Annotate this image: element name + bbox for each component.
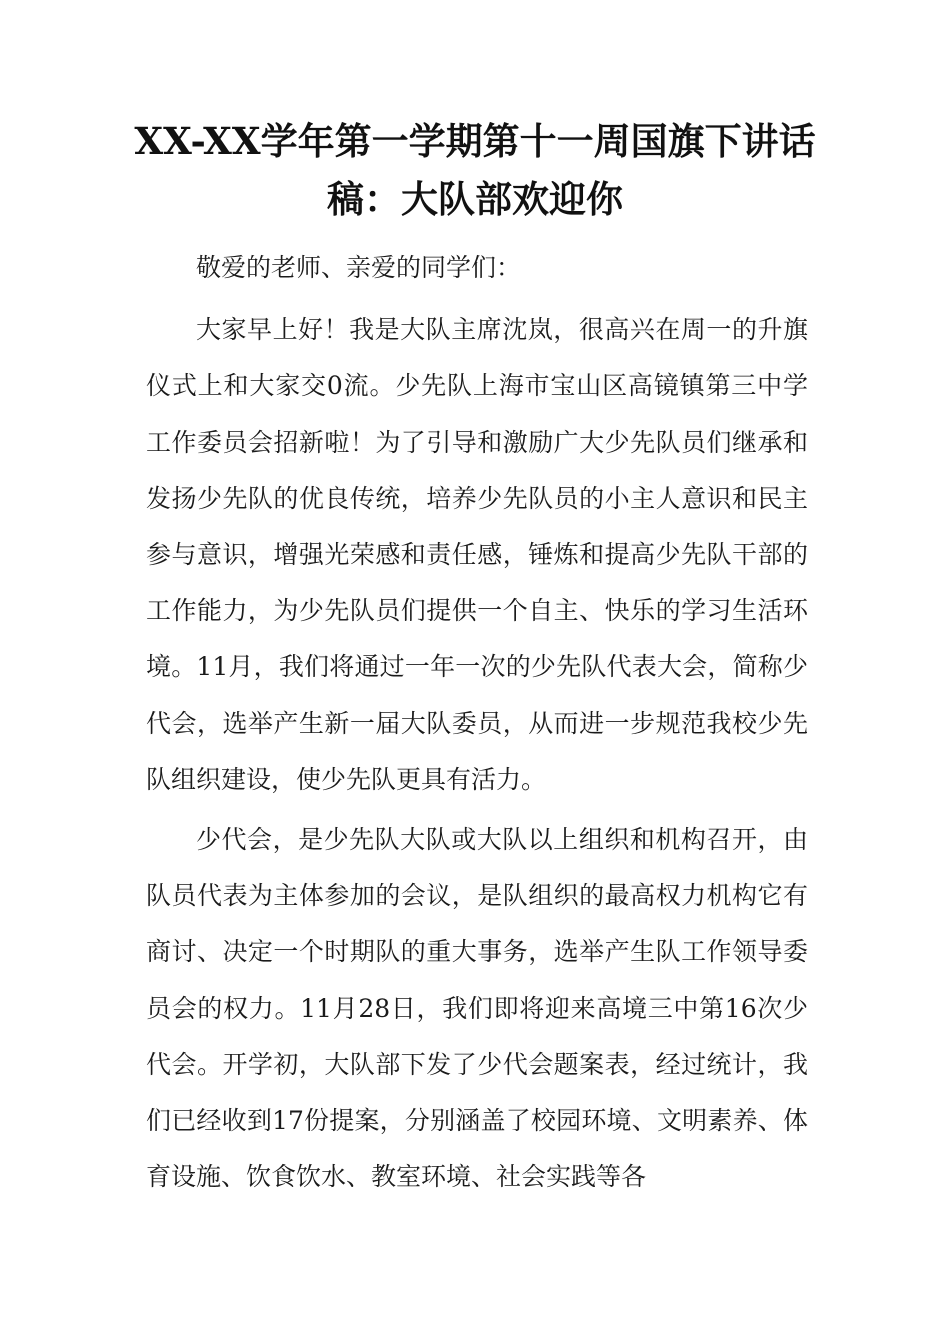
document-body [146, 240, 808, 1209]
paragraph-1: 大家早上好！我是大队主席沈岚，很高兴在周一的升旗仪式上和大家交0流。少先队上海市宝山区高镜镇第三中学工作委员会招新啦！为了引导和激励广大少先队员们继承和发扬少先队的优良传统，培养少先队员的小主人意识和民主参与意识，增强光荣感和责任感，锤炼和提高少先队干部的工作能力，为少先队员们提供一个自主、快乐的学习生活环境。11月，我们将通过一年一次的少先队代表大会，简称少代会，选举产生新一届大队委员，从而进一步规范我校少先队组织建设，使少先队更具有活力。 [146, 315, 808, 794]
greeting-line: 敬爱的老师、亲爱的同学们： [196, 253, 522, 282]
document-title: XX-XX学年第一学期第十一周国旗下讲话稿：大队部欢迎你 [134, 119, 816, 221]
paragraph-2: 少代会，是少先队大队或大队以上组织和机构召开，由队员代表为主体参加的会议，是队组织的最高权力机构它有商讨、决定一个时期队的重大事务，选举产生队工作领导委员会的权力。11月28日，我们即将迎来高境三中第16次少代会。开学初，大队部下发了少代会题案表，经过统计，我们已经收到17份提案，分别涵盖了校园环境、文明素养、体育设施、饮食饮水、教室环境、社会实践等各 [146, 825, 808, 1192]
